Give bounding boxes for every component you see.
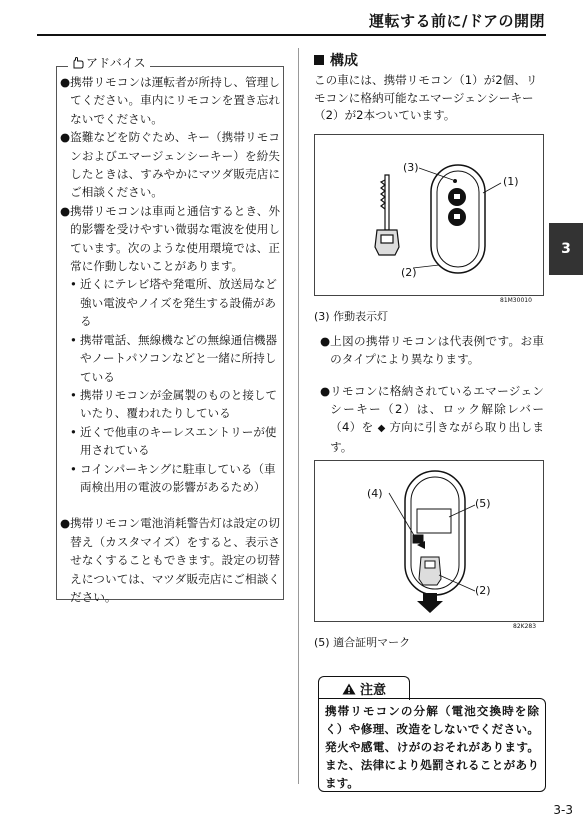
left-arrow-icon: ◆ [377, 423, 386, 434]
pointing-hand-icon [72, 57, 84, 69]
square-bullet-icon [314, 55, 324, 65]
emergency-key-icon [375, 175, 399, 255]
smart-key-illustration [315, 135, 545, 297]
key-release-illustration [315, 461, 545, 623]
advice-subitem: • 近くで他車のキーレスエントリーが使用されている [70, 424, 277, 458]
advice-heading [68, 54, 150, 71]
callout-remote: (1) [503, 175, 519, 188]
callout-indicator-light: (3) [403, 161, 419, 174]
figure-caption: (5) 適合証明マーク [314, 636, 411, 649]
caution-label: 注意 [318, 676, 410, 700]
page-number: 3-3 [553, 803, 573, 817]
emergency-key-icon [419, 557, 441, 585]
figure-smart-key [314, 134, 544, 296]
figure-caption: (3) 作動表示灯 [314, 310, 389, 323]
figure-code: 81M30010 [500, 297, 532, 304]
header-rule [37, 34, 546, 36]
advice-subitem: • 近くにテレビ塔や発電所、放送局など強い電波やノイズを発生する設備がある [70, 277, 277, 329]
advice-item: ● 携帯リモコンは運転者が所持し、管理してください。車内にリモコンを置き忘れないでください。 [60, 75, 280, 126]
advice-heading-label: アドバイス [86, 56, 146, 70]
advice-subitem: • コインパーキングに駐車している（車両検出用の電波の影響があるため） [70, 461, 276, 494]
callout-emergency-key: (2) [475, 584, 491, 597]
figure-code: 82K283 [513, 623, 537, 630]
callout-release-lever: (4) [367, 487, 383, 500]
advice-item: ● 携帯リモコン電池消耗警告灯は設定の切替え（カスタマイズ）をすると、表示させなくすることもできます。設定の切替えについては、マツダ販売店にご相談ください。 [60, 516, 280, 604]
section-title: 構成 [314, 50, 358, 70]
page-header-title: 運転する前に/ドアの開閉 [368, 12, 545, 30]
pull-down-arrow-icon [417, 593, 443, 613]
warning-triangle-icon [342, 683, 356, 695]
smart-key-remote-icon [431, 165, 485, 273]
figure-emergency-key-release [314, 460, 544, 622]
advice-item: ● 携帯リモコンは車両と通信するとき、外的影響を受けやすい微弱な電波を使用しています。次のような使用環境では、正常に作動しないことがあります。 [60, 203, 280, 274]
advice-subitem: • 携帯電話、無線機などの無線通信機器やノートパソコンなどと一緒に所持している [70, 332, 278, 384]
callout-certification-mark: (5) [475, 497, 491, 510]
callout-emergency-key: (2) [401, 266, 417, 279]
chapter-tab: 3 [549, 223, 583, 275]
caution-box: 携帯リモコンの分解（電池交換時を除く）や修理、改造をしないでください。発火や感電、けがのおそれがあります。また、法律により処罰されることがあります。 [318, 698, 546, 792]
note-item: ● 上図の携帯リモコンは代表例です。お車のタイプにより異なります。 [320, 334, 544, 366]
advice-subitem: • 携帯リモコンが金属製のものと接していたり、覆われたりしている [70, 387, 278, 421]
column-divider [298, 48, 299, 784]
note-item: ● リモコンに格納されているエマージェンシーキー（2）は、ロック解除レバー（4）を ◆ 方向に引きながら取り出します。 [320, 384, 544, 454]
advice-body [60, 73, 280, 606]
advice-item: ● 盗難などを防ぐため、キー（携帯リモコンおよびエマージェンシーキー）を紛失したときは、すみやかにマツダ販売店にご相談ください。 [60, 130, 280, 200]
section-intro: この車には、携帯リモコン（1）が2個、リモコンに格納可能なエマージェンシーキー（2）が2本ついています。 [314, 73, 538, 122]
